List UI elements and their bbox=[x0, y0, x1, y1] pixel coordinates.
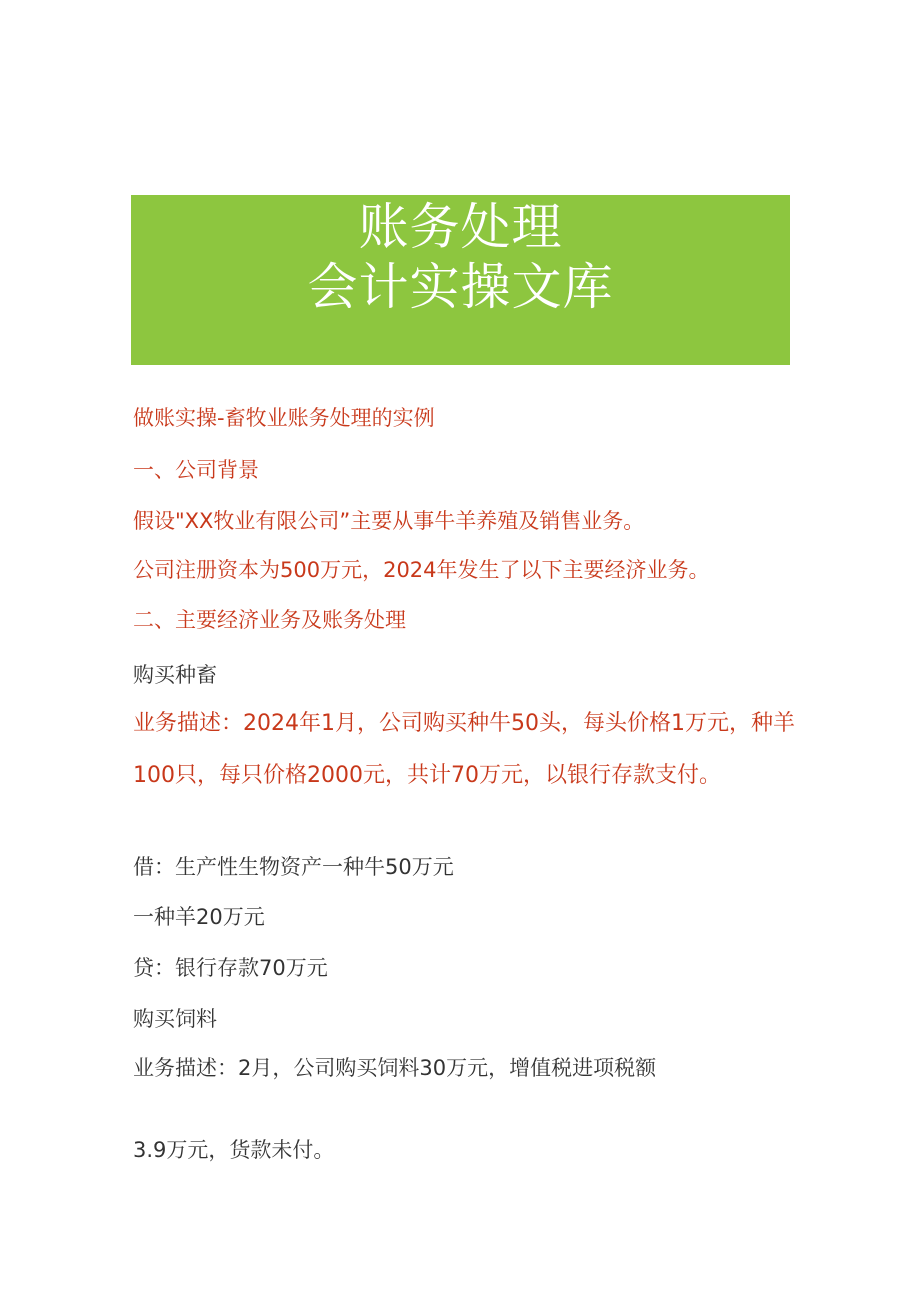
section-heading-background: 一、公司背景 bbox=[133, 458, 259, 482]
item1-description-line1: 业务描述：2024年1月，公司购买种牛50头，每头价格1万元，种羊 bbox=[133, 711, 795, 736]
item2-description-line2: 3.9万元，货款未付。 bbox=[133, 1138, 335, 1162]
section-heading-transactions: 二、主要经济业务及账务处理 bbox=[133, 608, 406, 632]
item1-entry-debit-1: 借：生产性生物资产一种牛50万元 bbox=[133, 855, 454, 879]
item2-heading: 购买饲料 bbox=[133, 1007, 217, 1031]
item1-entry-credit: 贷：银行存款70万元 bbox=[133, 956, 328, 980]
banner-title-line1: 账务处理 bbox=[358, 198, 563, 256]
item1-heading: 购买种畜 bbox=[133, 663, 217, 687]
background-paragraph-2: 公司注册资本为500万元，2024年发生了以下主要经济业务。 bbox=[133, 558, 710, 582]
item1-entry-debit-2: 一种羊20万元 bbox=[133, 905, 265, 929]
background-paragraph-1: 假设"XX牧业有限公司”主要从事牛羊养殖及销售业务。 bbox=[133, 509, 645, 533]
title-banner bbox=[131, 195, 790, 365]
article-title: 做账实操-畜牧业账务处理的实例 bbox=[133, 406, 435, 430]
banner-title-line2: 会计实操文库 bbox=[307, 258, 614, 316]
item2-description-line1: 业务描述：2月，公司购买饲料30万元，增值税进项税额 bbox=[133, 1056, 657, 1080]
item1-description-line2: 100只，每只价格2000元，共计70万元，以银行存款支付。 bbox=[133, 763, 721, 788]
